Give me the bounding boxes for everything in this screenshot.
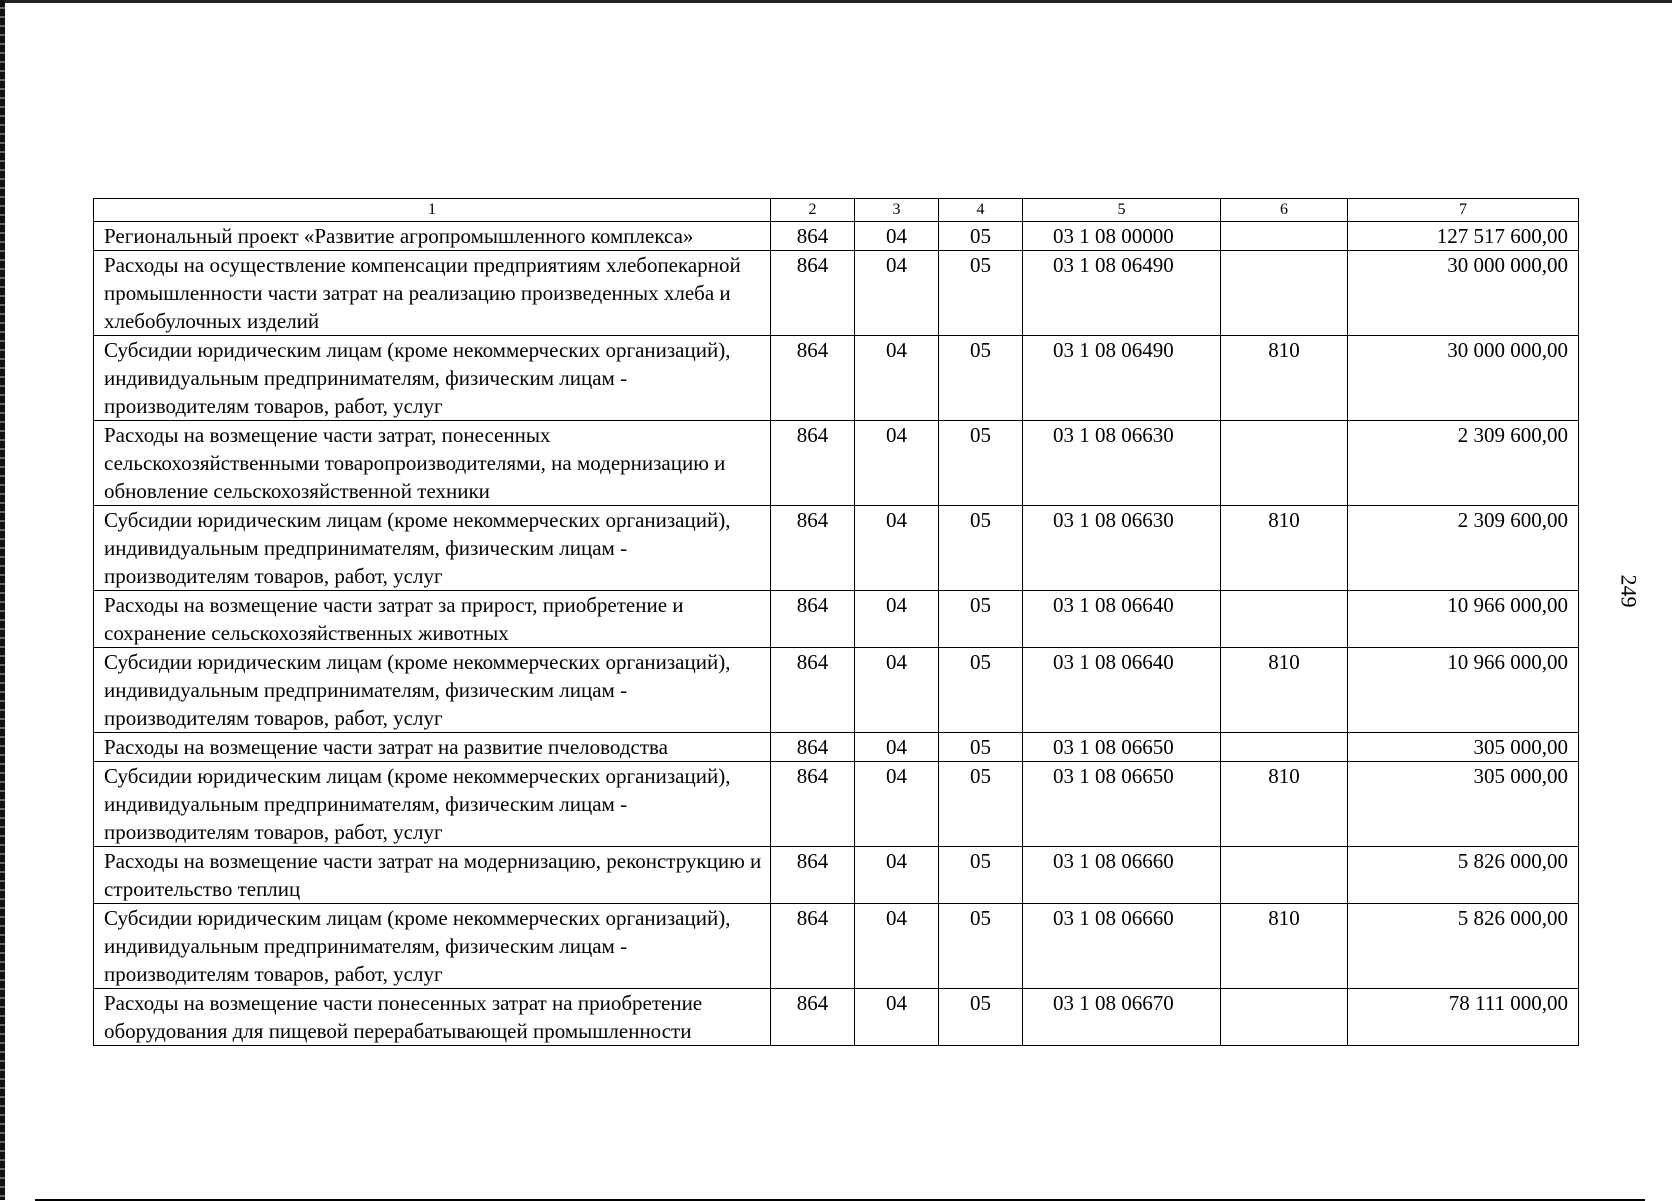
row-code-2-cell: 864 [771,733,855,762]
header-cell: 3 [855,199,939,222]
row-name-cell: Субсидии юридическим лицам (кроме некоммерческих организаций), индивидуальным предпринимателям, физическим лицам - производителям товаров, работ, услуг [94,648,771,733]
row-code-2-cell: 864 [771,222,855,251]
row-code-5-cell: 03 1 08 00000 [1023,222,1221,251]
table-row [94,904,1579,989]
table-row [94,421,1579,506]
row-name-cell: Расходы на осуществление компенсации предприятиям хлебопекарной промышленности части затрат на реализацию произведенных хлеба и хлебобулочных изделий [94,251,771,336]
row-amount-cell: 305 000,00 [1348,762,1579,847]
row-amount-cell: 10 966 000,00 [1348,648,1579,733]
row-code-4-cell: 05 [939,648,1023,733]
row-code-3-cell: 04 [855,733,939,762]
row-code-5-cell: 03 1 08 06630 [1023,421,1221,506]
row-code-3-cell: 04 [855,251,939,336]
row-code-2-cell: 864 [771,847,855,904]
row-code-3-cell: 04 [855,762,939,847]
row-code-3-cell: 04 [855,336,939,421]
row-amount-cell: 2 309 600,00 [1348,421,1579,506]
row-code-5-cell: 03 1 08 06650 [1023,733,1221,762]
row-amount-cell: 5 826 000,00 [1348,847,1579,904]
row-code-5-cell: 03 1 08 06630 [1023,506,1221,591]
row-name-cell: Региональный проект «Развитие агропромышленного комплекса» [94,222,771,251]
row-code-6-cell [1221,222,1348,251]
row-name-cell: Расходы на возмещение части затрат на модернизацию, реконструкцию и строительство теплиц [94,847,771,904]
row-code-2-cell: 864 [771,591,855,648]
row-code-2-cell: 864 [771,904,855,989]
row-amount-cell: 2 309 600,00 [1348,506,1579,591]
row-code-2-cell: 864 [771,648,855,733]
row-code-3-cell: 04 [855,847,939,904]
row-code-2-cell: 864 [771,506,855,591]
row-code-6-cell: 810 [1221,762,1348,847]
row-code-5-cell: 03 1 08 06660 [1023,904,1221,989]
scan-left-border [0,0,5,1200]
row-amount-cell: 5 826 000,00 [1348,904,1579,989]
row-name-cell: Субсидии юридическим лицам (кроме некоммерческих организаций), индивидуальным предпринимателям, физическим лицам - производителям товаров, работ, услуг [94,904,771,989]
table-row [94,591,1579,648]
header-cell: 4 [939,199,1023,222]
table-row [94,222,1579,251]
row-code-6-cell [1221,251,1348,336]
row-code-5-cell: 03 1 08 06490 [1023,251,1221,336]
row-code-5-cell: 03 1 08 06660 [1023,847,1221,904]
header-row [94,199,1579,222]
row-code-6-cell [1221,733,1348,762]
row-code-4-cell: 05 [939,762,1023,847]
row-code-3-cell: 04 [855,591,939,648]
row-code-3-cell: 04 [855,421,939,506]
header-cell: 5 [1023,199,1221,222]
row-code-6-cell [1221,847,1348,904]
row-code-2-cell: 864 [771,421,855,506]
row-code-3-cell: 04 [855,506,939,591]
row-amount-cell: 30 000 000,00 [1348,251,1579,336]
row-code-3-cell: 04 [855,989,939,1046]
row-code-2-cell: 864 [771,251,855,336]
row-code-4-cell: 05 [939,904,1023,989]
row-name-cell: Расходы на возмещение части затрат за прирост, приобретение и сохранение сельскохозяйственных животных [94,591,771,648]
table-row [94,648,1579,733]
row-code-6-cell: 810 [1221,648,1348,733]
header-cell: 2 [771,199,855,222]
row-code-6-cell: 810 [1221,336,1348,421]
row-name-cell: Расходы на возмещение части понесенных затрат на приобретение оборудования для пищевой перерабатывающей промышленности [94,989,771,1046]
table-row [94,847,1579,904]
table-row [94,336,1579,421]
table-row [94,733,1579,762]
row-amount-cell: 127 517 600,00 [1348,222,1579,251]
row-code-4-cell: 05 [939,847,1023,904]
row-code-4-cell: 05 [939,251,1023,336]
row-amount-cell: 78 111 000,00 [1348,989,1579,1046]
budget-table [93,198,1579,1046]
table-row [94,989,1579,1046]
row-name-cell: Расходы на возмещение части затрат на развитие пчеловодства [94,733,771,762]
row-code-4-cell: 05 [939,421,1023,506]
row-amount-cell: 10 966 000,00 [1348,591,1579,648]
row-code-5-cell: 03 1 08 06640 [1023,648,1221,733]
row-code-4-cell: 05 [939,506,1023,591]
row-code-5-cell: 03 1 08 06650 [1023,762,1221,847]
row-code-4-cell: 05 [939,591,1023,648]
row-amount-cell: 305 000,00 [1348,733,1579,762]
row-code-3-cell: 04 [855,222,939,251]
table-row [94,506,1579,591]
row-code-6-cell [1221,989,1348,1046]
row-code-4-cell: 05 [939,222,1023,251]
row-code-5-cell: 03 1 08 06490 [1023,336,1221,421]
row-code-2-cell: 864 [771,336,855,421]
row-code-6-cell: 810 [1221,904,1348,989]
row-code-5-cell: 03 1 08 06670 [1023,989,1221,1046]
row-code-3-cell: 04 [855,904,939,989]
header-cell: 6 [1221,199,1348,222]
row-code-6-cell: 810 [1221,506,1348,591]
row-code-4-cell: 05 [939,989,1023,1046]
row-name-cell: Субсидии юридическим лицам (кроме некоммерческих организаций), индивидуальным предпринимателям, физическим лицам - производителям товаров, работ, услуг [94,506,771,591]
table-row [94,762,1579,847]
table-row [94,251,1579,336]
row-code-3-cell: 04 [855,648,939,733]
page-number: 249 [1616,574,1642,608]
scan-top-border [0,0,1672,3]
row-code-6-cell [1221,591,1348,648]
row-code-4-cell: 05 [939,336,1023,421]
header-cell: 7 [1348,199,1579,222]
row-code-2-cell: 864 [771,989,855,1046]
row-code-6-cell [1221,421,1348,506]
row-code-2-cell: 864 [771,762,855,847]
row-amount-cell: 30 000 000,00 [1348,336,1579,421]
header-cell: 1 [94,199,771,222]
row-name-cell: Субсидии юридическим лицам (кроме некоммерческих организаций), индивидуальным предпринимателям, физическим лицам - производителям товаров, работ, услуг [94,762,771,847]
row-name-cell: Расходы на возмещение части затрат, понесенных сельскохозяйственными товаропроизводителями, на модернизацию и обновление сельскохозяйственной техники [94,421,771,506]
row-name-cell: Субсидии юридическим лицам (кроме некоммерческих организаций), индивидуальным предпринимателям, физическим лицам - производителям товаров, работ, услуг [94,336,771,421]
row-code-5-cell: 03 1 08 06640 [1023,591,1221,648]
row-code-4-cell: 05 [939,733,1023,762]
